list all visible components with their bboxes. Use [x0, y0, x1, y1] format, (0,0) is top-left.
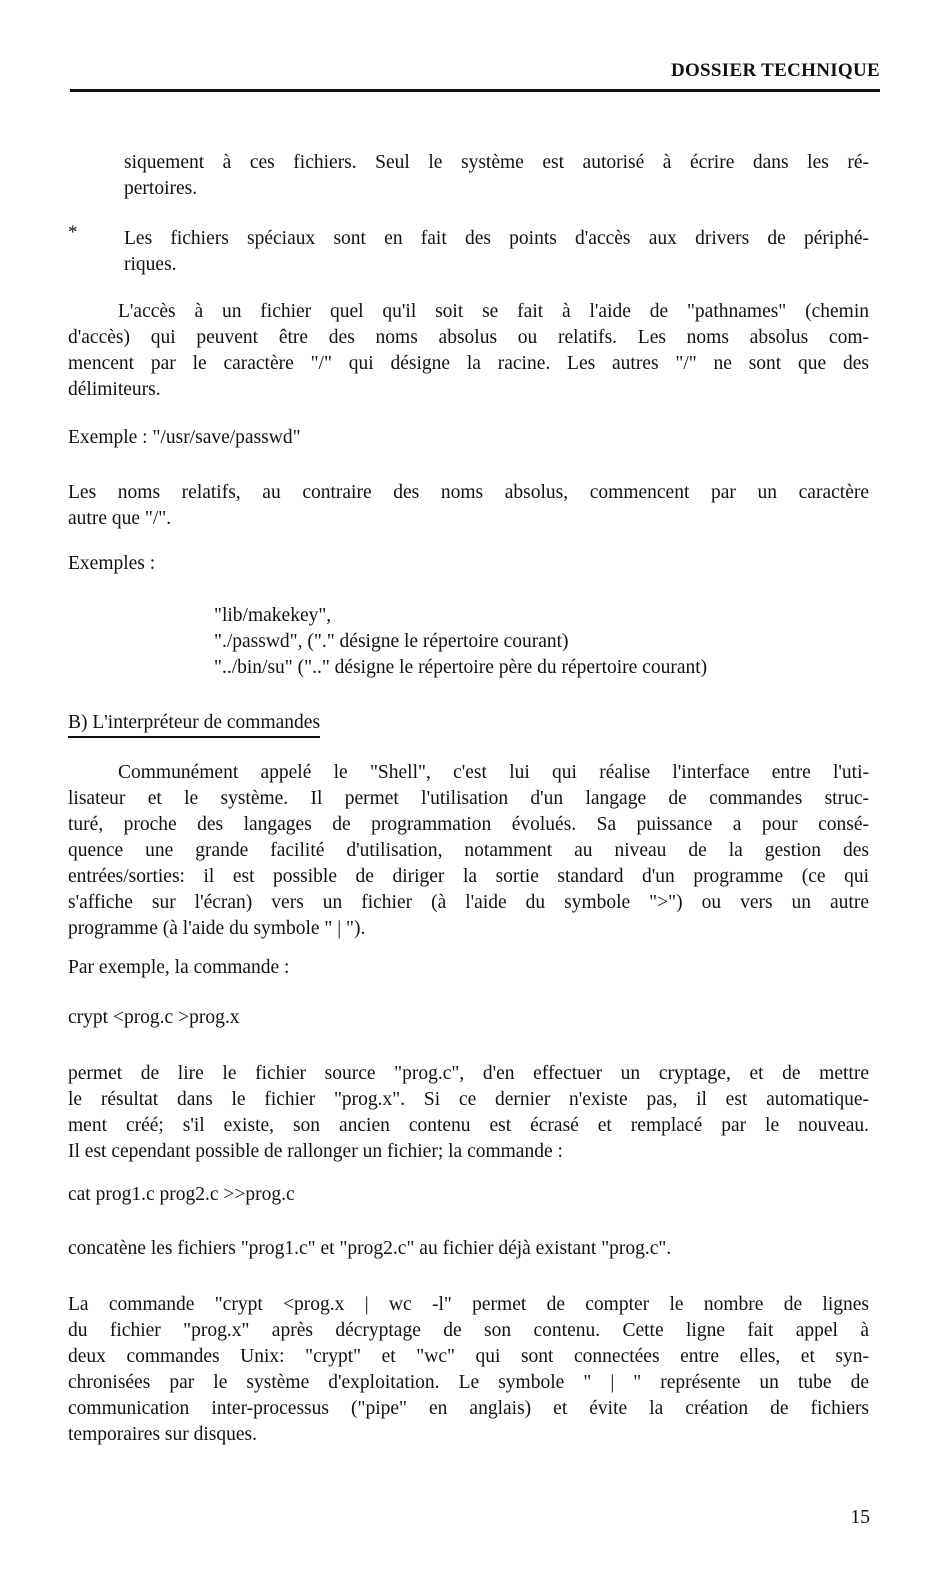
text-line: du fichier "prog.x" après décryptage de son contenu. Cette ligne fait appel à: [68, 1320, 869, 1341]
paragraph-relative: [68, 480, 869, 532]
text-line: délimiteurs.: [68, 379, 161, 400]
example-absolute: Exemple : "/usr/save/passwd": [68, 427, 301, 448]
command-example: crypt <prog.c >prog.x: [68, 1007, 240, 1028]
text-line: Les noms relatifs, au contraire des noms absolus, commencent par un caractère: [68, 482, 869, 503]
text-line: Les fichiers spéciaux sont en fait des points d'accès aux drivers de périphé-: [124, 228, 869, 249]
text-line: permet de lire le fichier source "prog.c", d'en effectuer un cryptage, et de mettre: [68, 1063, 869, 1084]
header-rule: [70, 89, 880, 92]
text-line: pertoires.: [124, 178, 198, 199]
text-line: temporaires sur disques.: [68, 1424, 258, 1445]
text-line: turé, proche des langages de programmation évolués. Sa puissance a pour consé-: [68, 814, 869, 835]
text-line: quence une grande facilité d'utilisation, notamment au niveau de la gestion des: [68, 840, 869, 861]
text-line: programme (à l'aide du symbole " | ").: [68, 918, 366, 939]
section-heading: B) L'interpréteur de commandes: [68, 712, 320, 738]
paragraph-shell: [68, 760, 869, 942]
bullet-paragraph: [124, 226, 869, 278]
text-line: L'accès à un fichier quel qu'il soit se fait à l'aide de "pathnames" (chemin: [118, 301, 869, 322]
text-line: entrées/sorties: il est possible de diriger la sortie standard d'un programme (ce qui: [68, 866, 869, 887]
text-line: chronisées par le système d'exploitation. Le symbole " | " représente un tube de: [68, 1372, 869, 1393]
paragraph-continuation: [124, 150, 869, 202]
text-line: Il est cependant possible de rallonger un fichier; la commande :: [68, 1141, 563, 1162]
text-line: siquement à ces fichiers. Seul le système est autorisé à écrire dans les ré-: [124, 152, 869, 173]
text-line: d'accès) qui peuvent être des noms absolus ou relatifs. Les noms absolus com-: [68, 327, 869, 348]
text-line: La commande "crypt <prog.x | wc -l" permet de compter le nombre de lignes: [68, 1294, 869, 1315]
examples-list: [214, 603, 874, 681]
command-example: cat prog1.c prog2.c >>prog.c: [68, 1184, 295, 1205]
text-line: riques.: [124, 254, 177, 275]
examples-label: Exemples :: [68, 553, 156, 574]
running-header: DOSSIER TECHNIQUE: [670, 60, 880, 81]
text-line: s'affiche sur l'écran) vers un fichier (à l'aide du symbole ">") ou vers un autre: [68, 892, 869, 913]
text-line: mencent par le caractère "/" qui désigne la racine. Les autres "/" ne sont que des: [68, 353, 869, 374]
example-item: "lib/makekey",: [214, 605, 332, 626]
bullet-asterisk: *: [68, 222, 78, 243]
paragraph-crypt: [68, 1061, 869, 1165]
text-line: lisateur et le système. Il permet l'utilisation d'un langage de commandes struc-: [68, 788, 869, 809]
text-line: ment créé; s'il existe, son ancien contenu est écrasé et remplacé par le nouveau.: [68, 1115, 869, 1136]
page-number: 15: [850, 1507, 870, 1528]
text-line: le résultat dans le fichier "prog.x". Si ce dernier n'existe pas, il est automatique-: [68, 1089, 869, 1110]
text-line: deux commandes Unix: "crypt" et "wc" qui sont connectées entre elles, et syn-: [68, 1346, 869, 1367]
example-item: "../bin/su" (".." désigne le répertoire père du répertoire courant): [214, 657, 708, 678]
paragraph-pipe: [68, 1292, 869, 1448]
example-item: "./passwd", ("." désigne le répertoire courant): [214, 631, 569, 652]
text-line: autre que "/".: [68, 508, 172, 529]
paragraph-example-intro: Par exemple, la commande :: [68, 957, 290, 978]
text-line: communication inter-processus ("pipe" en anglais) et évite la création de fichiers: [68, 1398, 869, 1419]
text-line: Communément appelé le "Shell", c'est lui qui réalise l'interface entre l'uti-: [118, 762, 869, 783]
paragraph-concat: concatène les fichiers "prog1.c" et "prog2.c" au fichier déjà existant "prog.c".: [68, 1238, 672, 1259]
paragraph-pathnames: [68, 299, 869, 403]
